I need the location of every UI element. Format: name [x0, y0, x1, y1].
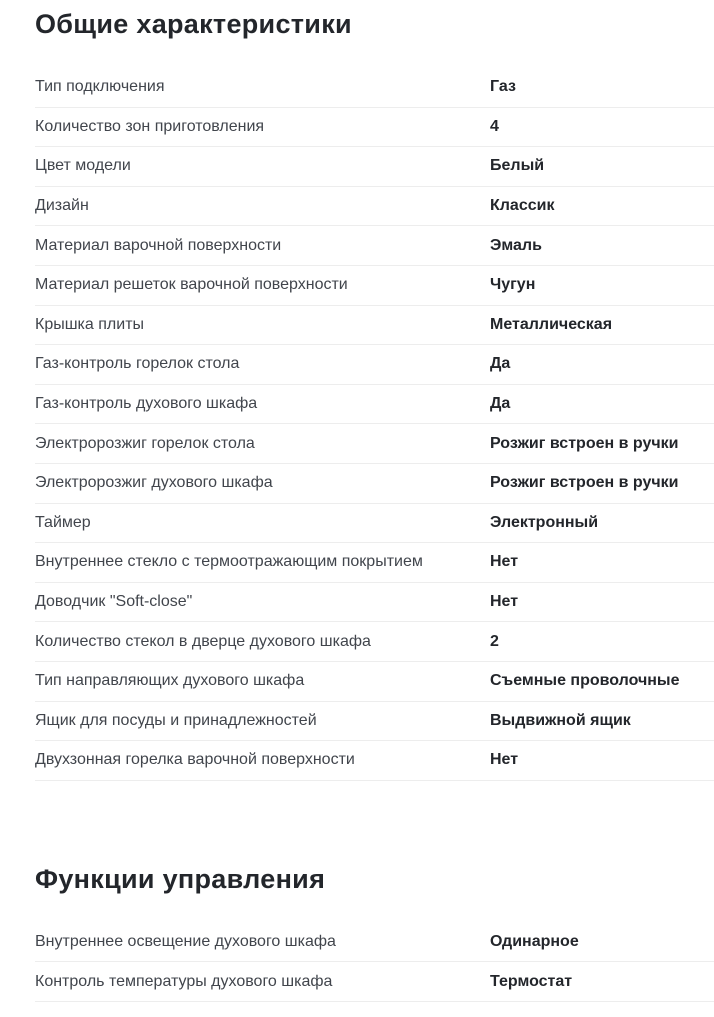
- spec-table: [35, 923, 714, 1002]
- spec-row: [35, 662, 714, 702]
- section-title: Общие характеристики: [35, 9, 352, 39]
- spec-value: Съемные проволочные: [490, 672, 680, 690]
- spec-row: [35, 345, 714, 385]
- spec-label: Материал варочной поверхности: [35, 236, 282, 254]
- spec-value: 4: [490, 117, 499, 135]
- spec-row: [35, 962, 714, 1002]
- spec-value: Нет: [490, 593, 519, 611]
- spec-value: 2: [490, 632, 499, 650]
- spec-label: Внутреннее стекло с термоотражающим покрытием: [35, 553, 423, 571]
- spec-label: Материал решеток варочной поверхности: [35, 276, 348, 294]
- spec-label: Тип направляющих духового шкафа: [35, 672, 305, 690]
- spec-row: [35, 741, 714, 781]
- spec-label: Крышка плиты: [35, 315, 145, 333]
- spec-label: Внутреннее освещение духового шкафа: [35, 932, 336, 950]
- spec-row: [35, 583, 714, 623]
- spec-value: Металлическая: [490, 315, 613, 333]
- spec-label: Дизайн: [35, 197, 89, 215]
- spec-value: Да: [490, 355, 511, 373]
- spec-value: Термостат: [490, 972, 573, 990]
- spec-label: Контроль температуры духового шкафа: [35, 972, 333, 990]
- spec-value: Нет: [490, 751, 519, 769]
- spec-label: Таймер: [35, 513, 91, 531]
- spec-value: Белый: [490, 157, 545, 175]
- spec-row: [35, 68, 714, 108]
- spec-value: Электронный: [490, 513, 599, 531]
- spec-value: Розжиг встроен в ручки: [490, 434, 679, 452]
- spec-row: [35, 385, 714, 425]
- spec-value: Классик: [490, 197, 555, 215]
- spec-value: Чугун: [490, 276, 536, 294]
- spec-row: [35, 187, 714, 227]
- spec-row: [35, 622, 714, 662]
- spec-row: [35, 543, 714, 583]
- spec-value: Газ: [490, 78, 516, 96]
- spec-label: Ящик для посуды и принадлежностей: [35, 711, 317, 729]
- spec-table: [35, 68, 714, 781]
- spec-label: Тип подключения: [35, 78, 165, 96]
- spec-value: Розжиг встроен в ручки: [490, 474, 679, 492]
- spec-value: Выдвижной ящик: [490, 711, 631, 729]
- spec-label: Доводчик "Soft-close": [35, 593, 193, 611]
- spec-row: [35, 266, 714, 306]
- spec-row: [35, 504, 714, 544]
- spec-row: [35, 108, 714, 148]
- spec-row: [35, 424, 714, 464]
- spec-label: Электророзжиг горелок стола: [35, 434, 255, 452]
- spec-value: Да: [490, 395, 511, 413]
- spec-label: Цвет модели: [35, 157, 131, 175]
- spec-label: Количество зон приготовления: [35, 117, 265, 135]
- section-title: Функции управления: [35, 863, 326, 894]
- spec-section: [35, 864, 714, 1002]
- spec-label: Электророзжиг духового шкафа: [35, 474, 273, 492]
- spec-row: [35, 147, 714, 187]
- spec-row: [35, 702, 714, 742]
- spec-value: Одинарное: [490, 932, 579, 950]
- spec-label: Двухзонная горелка варочной поверхности: [35, 751, 355, 769]
- spec-label: Газ-контроль горелок стола: [35, 355, 240, 373]
- spec-row: [35, 226, 714, 266]
- spec-label: Газ-контроль духового шкафа: [35, 395, 258, 413]
- spec-row: [35, 923, 714, 963]
- spec-row: [35, 306, 714, 346]
- spec-row: [35, 464, 714, 504]
- spec-value: Нет: [490, 553, 519, 571]
- spec-value: Эмаль: [490, 236, 542, 254]
- spec-label: Количество стекол в дверце духового шкафа: [35, 632, 371, 650]
- spec-section: [35, 9, 714, 781]
